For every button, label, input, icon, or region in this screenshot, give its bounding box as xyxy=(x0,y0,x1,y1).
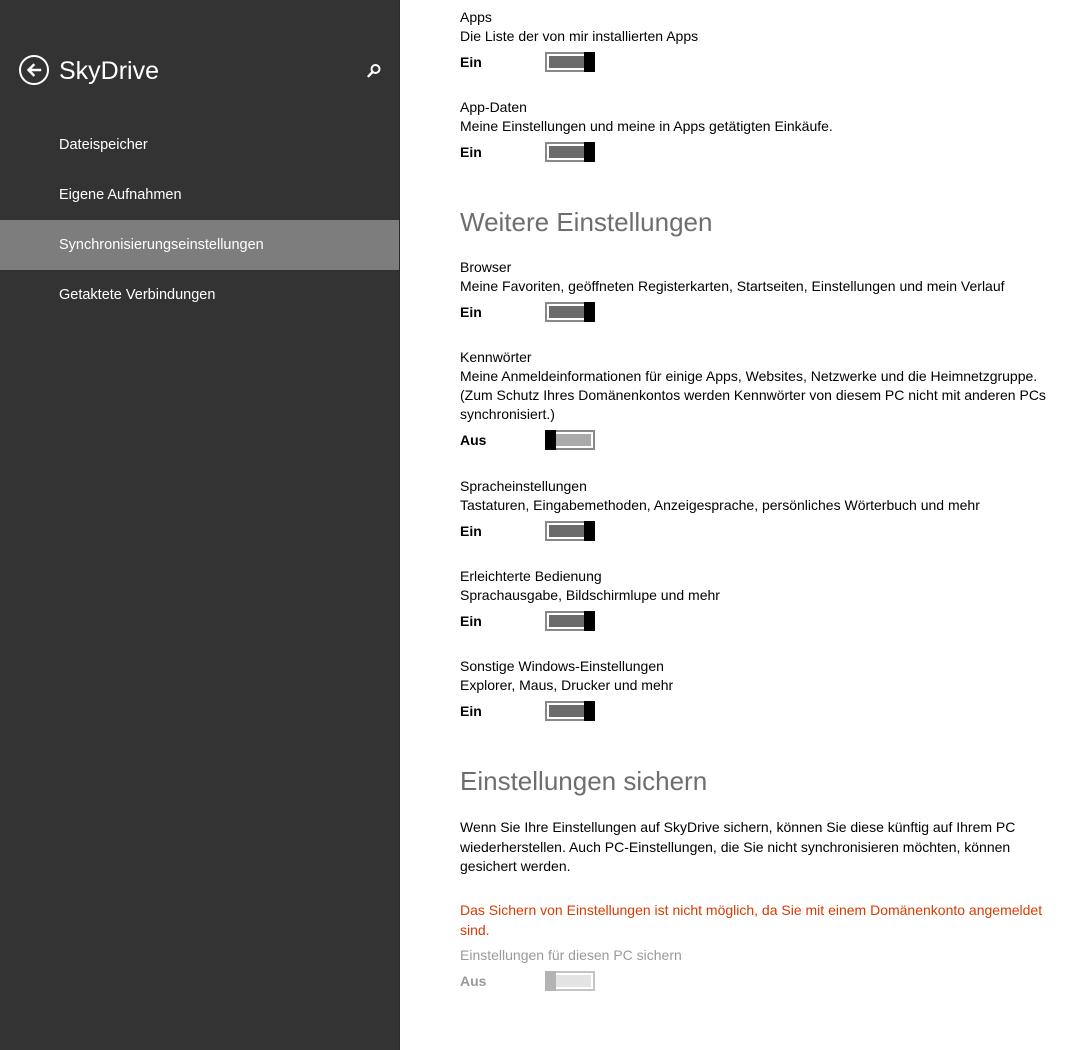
apps-toggle[interactable] xyxy=(545,52,595,72)
setting-einstellungen-sichern xyxy=(460,946,1070,995)
sidebar-item-getaktete-verbindungen[interactable]: Getaktete Verbindungen xyxy=(59,287,216,303)
setting-apps xyxy=(460,8,1070,76)
setting-erleichterte-bedienung xyxy=(460,567,1070,635)
setting-title: Spracheinstellungen xyxy=(460,478,587,494)
sidebar xyxy=(0,0,400,1050)
sidebar-item-synchronisierungseinstellungen[interactable]: Synchronisierungseinstellungen xyxy=(0,220,399,270)
browser-toggle[interactable] xyxy=(545,302,595,322)
app-title: SkyDrive xyxy=(59,57,160,85)
kennwoerter-toggle[interactable] xyxy=(545,430,595,450)
section-heading-weitere-einstellungen: Weitere Einstellungen xyxy=(460,207,713,237)
setting-description: Tastaturen, Eingabemethoden, Anzeigesprache, persönliches Wörterbuch und mehr xyxy=(460,497,980,513)
setting-title: Apps xyxy=(460,9,492,25)
setting-description: Meine Einstellungen und meine in Apps getätigten Einkäufe. xyxy=(460,118,833,134)
toggle-state-label: Aus xyxy=(460,432,487,448)
toggle-state-label: Ein xyxy=(460,54,482,70)
toggle-state-label: Aus xyxy=(460,973,487,989)
setting-description: Sprachausgabe, Bildschirmlupe und mehr xyxy=(460,587,720,603)
setting-title: Einstellungen für diesen PC sichern xyxy=(460,947,682,963)
search-button[interactable] xyxy=(364,61,384,81)
backup-description: Wenn Sie Ihre Einstellungen auf SkyDrive sichern, können Sie diese künftig auf Ihrem PC wiederherstellen. Auch PC-Einstellungen, die Sie nicht synchronisieren möchten, können gesichert werden. xyxy=(460,819,1016,874)
spracheinstellungen-toggle[interactable] xyxy=(545,521,595,541)
setting-browser xyxy=(460,258,1070,326)
section-heading-einstellungen-sichern: Einstellungen sichern xyxy=(460,766,708,796)
toggle-state-label: Ein xyxy=(460,523,482,539)
setting-sonstige-windows-einstellungen xyxy=(460,657,1070,725)
setting-title: App-Daten xyxy=(460,99,527,115)
sonstige-windows-einstellungen-toggle[interactable] xyxy=(545,701,595,721)
back-button[interactable] xyxy=(19,55,49,85)
toggle-state-label: Ein xyxy=(460,144,482,160)
backup-error-message: Das Sichern von Einstellungen ist nicht möglich, da Sie mit einem Domänenkonto angemeldet sind. xyxy=(460,902,1043,938)
setting-description: Die Liste der von mir installierten Apps xyxy=(460,28,699,44)
setting-title: Erleichterte Bedienung xyxy=(460,568,602,584)
toggle-state-label: Ein xyxy=(460,703,482,719)
setting-description: Meine Anmeldeinformationen für einige Apps, Websites, Netzwerke und die Heimnetzgruppe. (Zum Schutz Ihres Domänenkontos werden Kennwörter von diesem PC nicht mit anderen PCs synchronisiert.) xyxy=(460,368,1046,422)
sidebar-header xyxy=(19,54,384,88)
sidebar-item-eigene-aufnahmen[interactable]: Eigene Aufnahmen xyxy=(59,187,182,203)
setting-spracheinstellungen xyxy=(460,477,1070,545)
sidebar-item-dateispeicher[interactable]: Dateispeicher xyxy=(59,137,148,153)
setting-title: Browser xyxy=(460,259,512,275)
erleichterte-bedienung-toggle[interactable] xyxy=(545,611,595,631)
backup-toggle xyxy=(545,971,595,991)
setting-title: Sonstige Windows-Einstellungen xyxy=(460,658,664,674)
app-daten-toggle[interactable] xyxy=(545,142,595,162)
search-icon xyxy=(364,61,384,81)
setting-description: Explorer, Maus, Drucker und mehr xyxy=(460,677,674,693)
toggle-state-label: Ein xyxy=(460,613,482,629)
toggle-state-label: Ein xyxy=(460,304,482,320)
main-content xyxy=(460,0,1070,1050)
back-arrow-icon xyxy=(25,61,43,79)
setting-description: Meine Favoriten, geöffneten Registerkarten, Startseiten, Einstellungen und mein Verlauf xyxy=(460,278,1005,294)
setting-app-daten xyxy=(460,98,1070,166)
setting-kennwoerter xyxy=(460,348,1070,454)
setting-title: Kennwörter xyxy=(460,349,532,365)
